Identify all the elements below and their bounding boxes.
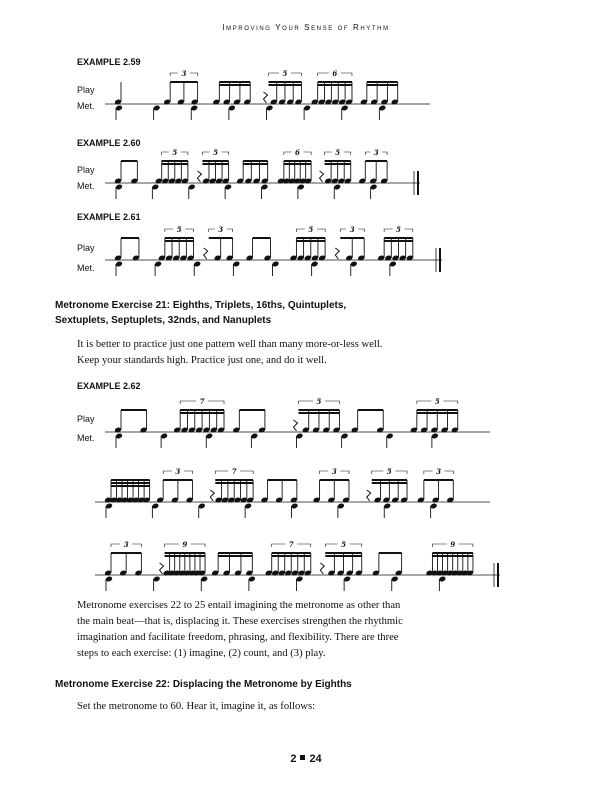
tuplet-number: 5 (396, 225, 401, 234)
tuplet-number: 3 (218, 225, 224, 234)
met-label: Met. (77, 433, 95, 443)
tuplet-number: 7 (199, 397, 205, 406)
rest-symbol (320, 563, 324, 574)
tuplet-number: 7 (288, 540, 294, 549)
rest-symbol (210, 490, 214, 501)
example-title: EXAMPLE 2.61 (77, 212, 141, 222)
play-label: Play (77, 165, 95, 175)
rest-symbol (197, 171, 201, 182)
paragraph: Metronome exercises 22 to 25 entail imagining the metronome as other than the main beat—that is, displacing it. These exercises strengthen the rhythmic imagination and facilitate freedom, phrasing, and flexibility. There are three steps to each exercise: (1) imagine, (2) count, and (3) play. (77, 600, 403, 659)
example-title: EXAMPLE 2.59 (77, 57, 141, 67)
music-staff-example-2-59 (0, 66, 612, 126)
paragraph: It is better to practice just one pattern well than many more-or-less well. Keep your standards high. Practice just one, and do it well. (77, 339, 383, 366)
rest-symbol (320, 171, 324, 182)
tuplet-number: 3 (373, 148, 379, 157)
tuplet-number: 5 (386, 467, 392, 476)
rest-symbol (204, 248, 208, 259)
tuplet-number: 3 (331, 467, 337, 476)
rest-symbol (335, 248, 339, 259)
tuplet-number: 9 (182, 540, 188, 549)
music-staff-example-2-62-line-3 (0, 537, 612, 597)
tuplet-number: 6 (332, 69, 338, 78)
section-heading: Metronome Exercise 22: Displacing the Metronome by Eighths (55, 679, 352, 690)
tuplet-number: 5 (316, 397, 322, 406)
tuplet-number: 7 (231, 467, 237, 476)
play-label: Play (77, 414, 95, 424)
tuplet-number: 5 (308, 225, 314, 234)
met-label: Met. (77, 181, 95, 191)
rest-symbol (367, 490, 371, 501)
tuplet-number: 3 (436, 467, 442, 476)
tuplet-number: 5 (341, 540, 346, 549)
music-staff-example-2-60 (0, 145, 612, 205)
tuplet-number: 5 (213, 148, 218, 157)
play-label: Play (77, 85, 95, 95)
rest-symbol (264, 92, 268, 103)
met-label: Met. (77, 263, 95, 273)
tuplet-number: 3 (123, 540, 129, 549)
rest-symbol (160, 563, 164, 574)
tuplet-number: 6 (295, 148, 300, 157)
paragraph: Set the metronome to 60. Hear it, imagine it, as follows: (77, 701, 316, 712)
page-number: 2 24 (290, 753, 322, 765)
rest-symbol (294, 420, 298, 431)
tuplet-number: 3 (349, 225, 355, 234)
tuplet-number: 5 (282, 69, 288, 78)
running-head: Improving Your Sense of Rhythm (222, 23, 390, 32)
play-label: Play (77, 243, 95, 253)
music-staff-example-2-62-line-2 (0, 464, 612, 524)
music-staff-example-2-61 (0, 222, 612, 282)
example-title: EXAMPLE 2.60 (77, 138, 141, 148)
music-staff-example-2-62-line-1 (0, 394, 612, 454)
tuplet-number: 5 (172, 148, 178, 157)
tuplet-number: 5 (335, 148, 341, 157)
tuplet-number: 9 (450, 540, 456, 549)
tuplet-number: 5 (434, 397, 440, 406)
tuplet-number: 3 (181, 69, 187, 78)
section-heading: Metronome Exercise 21: Eighths, Triplets, 16ths, Quintuplets, Sextuplets, Septuplets, 32nds, and Nanuplets (55, 300, 347, 326)
example-title: EXAMPLE 2.62 (77, 381, 141, 391)
met-label: Met. (77, 101, 95, 111)
tuplet-number: 5 (176, 225, 182, 234)
tuplet-number: 3 (175, 467, 181, 476)
